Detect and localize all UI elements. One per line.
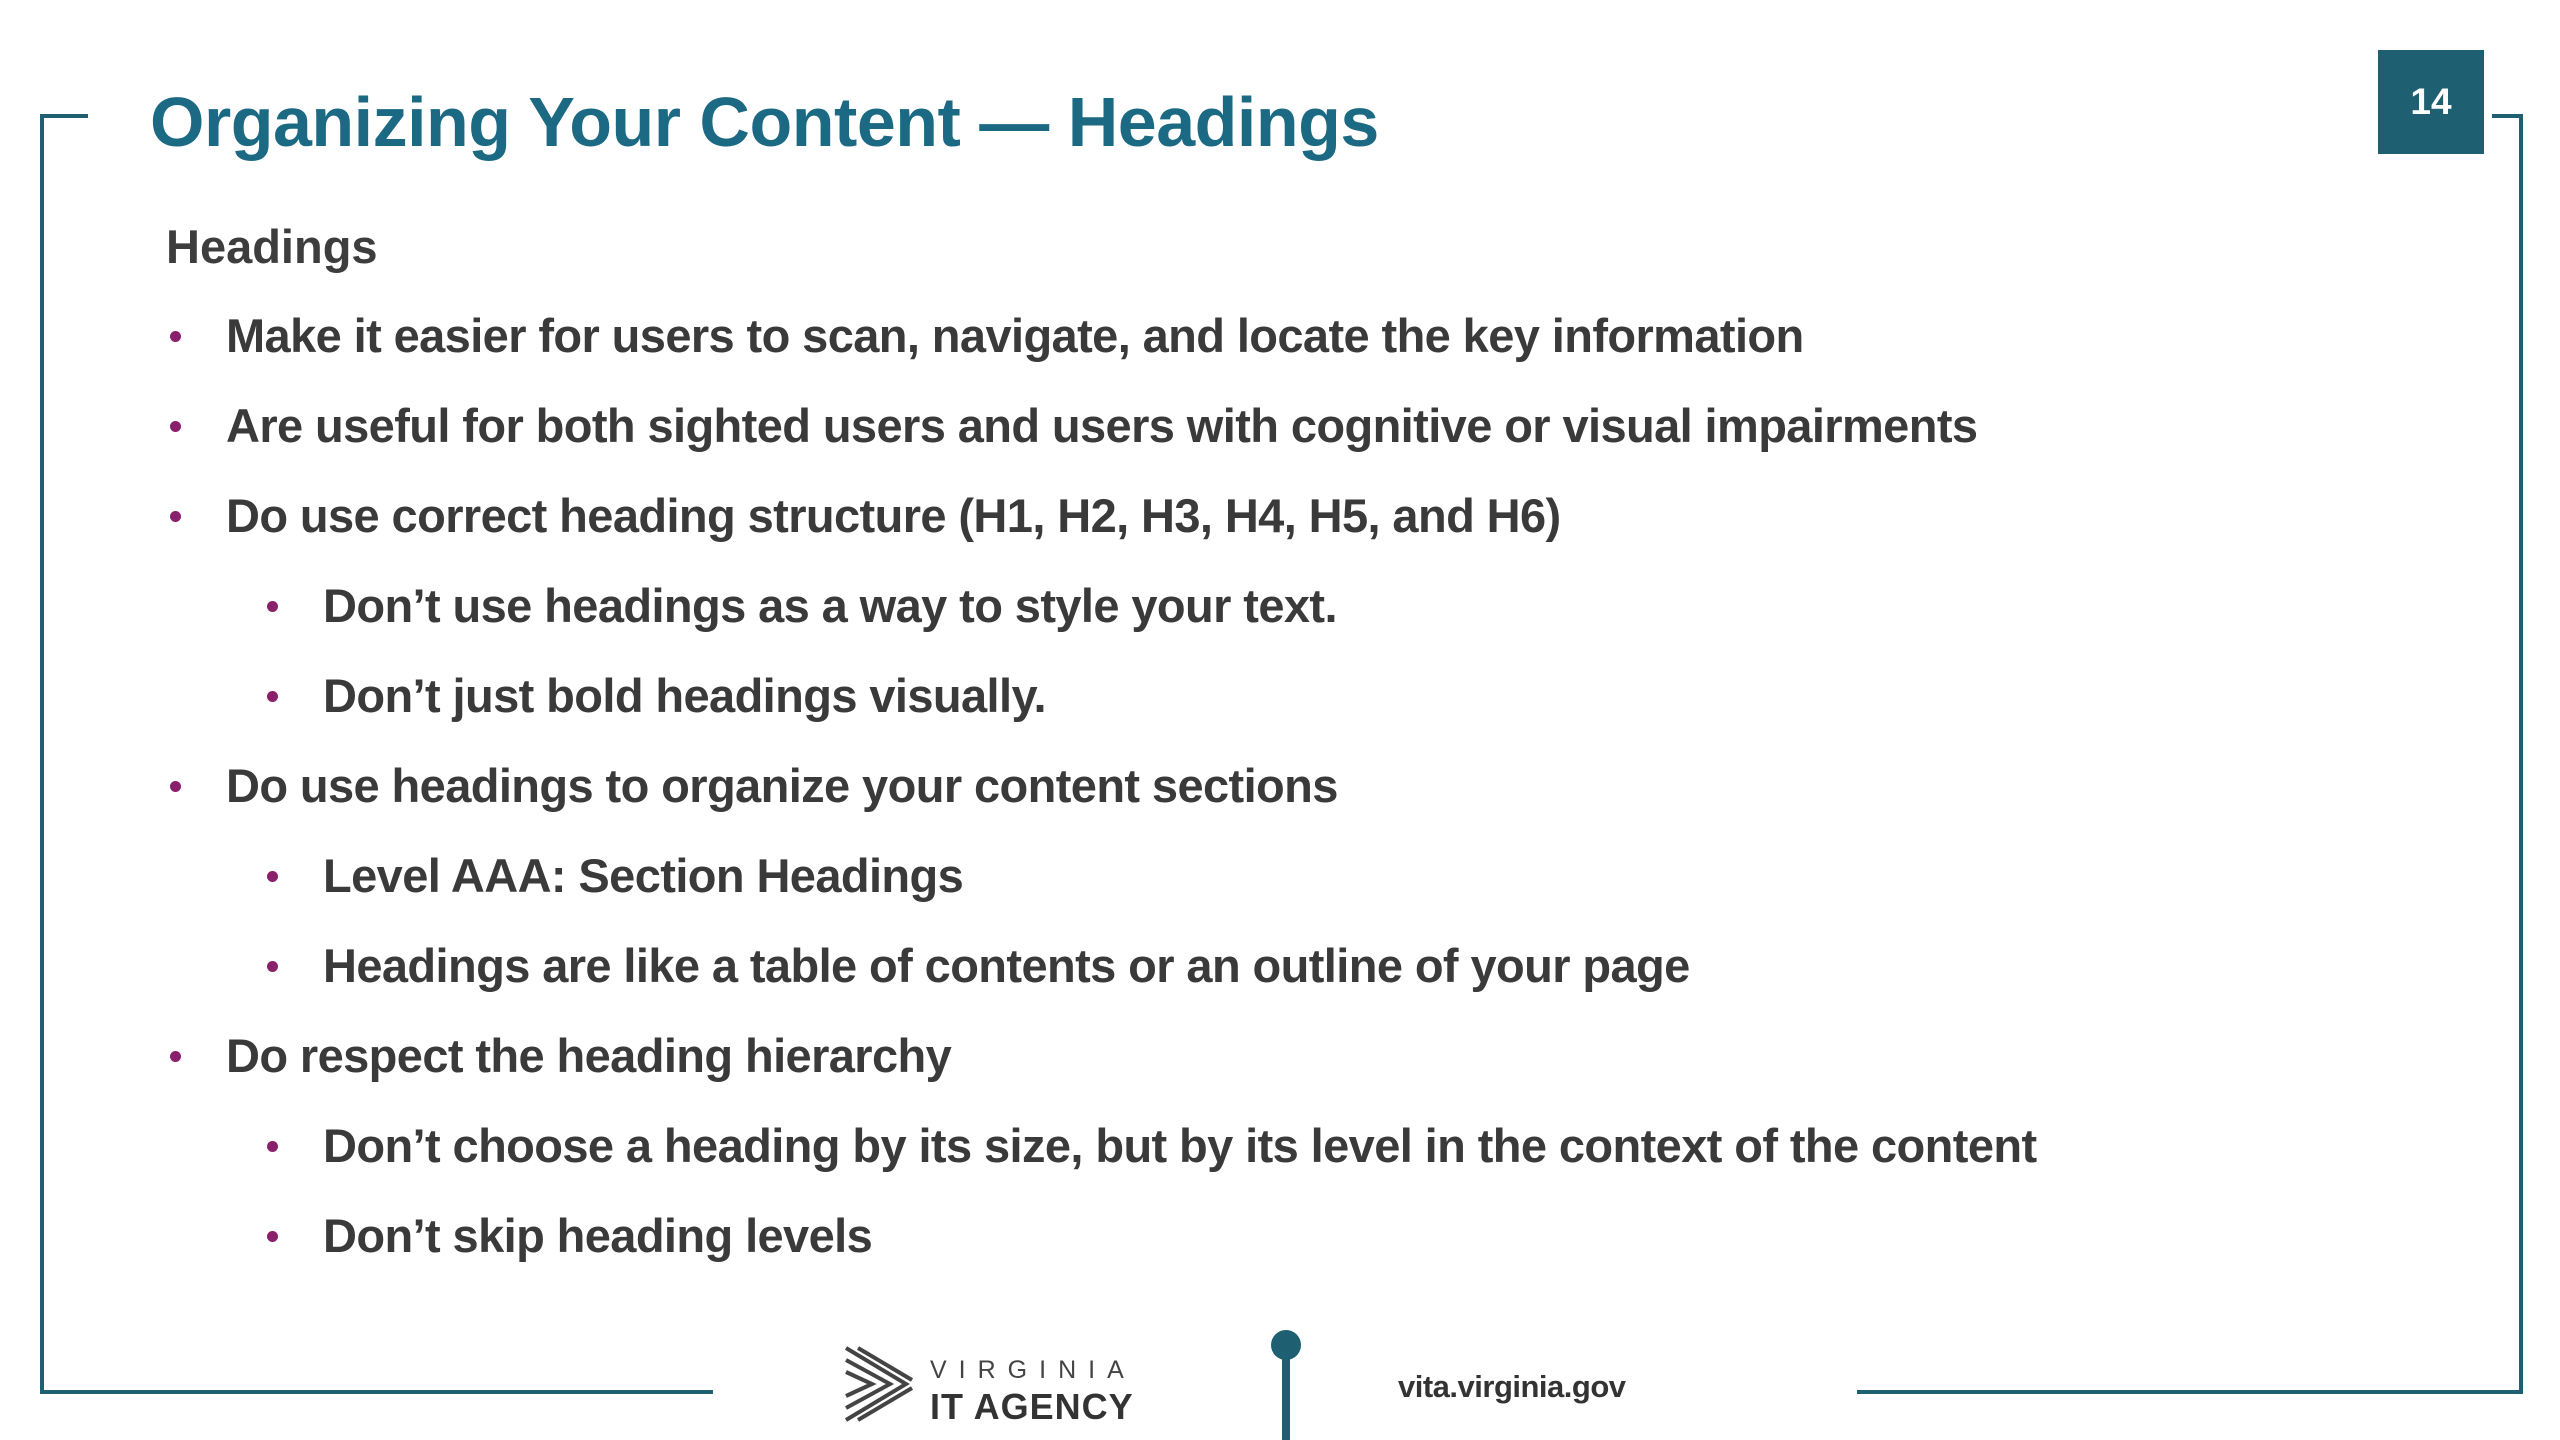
chevron-stripes-icon <box>842 1340 914 1436</box>
bullet-item: Do use headings to organize your content sections <box>226 759 1338 812</box>
logo-wordmark-bottom: IT AGENCY <box>930 1386 1134 1427</box>
bullet-item: Make it easier for users to scan, navigate, and locate the key information <box>226 309 1804 362</box>
sub-bullet-item: Don’t choose a heading by its size, but by its level in the context of the content <box>323 1119 2037 1172</box>
logo-wordmark-top: VIRGINIA <box>930 1356 1136 1384</box>
slide-title: Organizing Your Content — Headings <box>150 83 1379 161</box>
frame-bottom-right <box>1857 1390 2523 1394</box>
frame-right <box>2519 114 2523 1394</box>
sub-bullet-item: Headings are like a table of contents or an outline of your page <box>323 939 1690 992</box>
bullet-item: Are useful for both sighted users and users with cognitive or visual impairments <box>226 399 1978 452</box>
section-heading: Headings <box>166 220 378 273</box>
page-number-badge: 14 <box>2378 50 2484 154</box>
bullet-item: Do use correct heading structure (H1, H2, H3, H4, H5, and H6) <box>226 489 1561 542</box>
vita-logo <box>842 1340 1142 1436</box>
website-link[interactable]: vita.virginia.gov <box>1398 1369 1626 1404</box>
frame-bottom-left <box>40 1390 713 1394</box>
frame-left <box>40 114 44 1394</box>
sub-bullet-item: Level AAA: Section Headings <box>323 849 964 902</box>
sub-bullet-item: Don’t skip heading levels <box>323 1209 873 1262</box>
bullet-item: Do respect the heading hierarchy <box>226 1029 952 1082</box>
frame-top-left <box>40 114 88 118</box>
sub-bullet-item: Don’t just bold headings visually. <box>323 669 1046 722</box>
sub-bullet-item: Don’t use headings as a way to style your text. <box>323 579 1337 632</box>
pin-divider-icon <box>1266 1325 1306 1440</box>
